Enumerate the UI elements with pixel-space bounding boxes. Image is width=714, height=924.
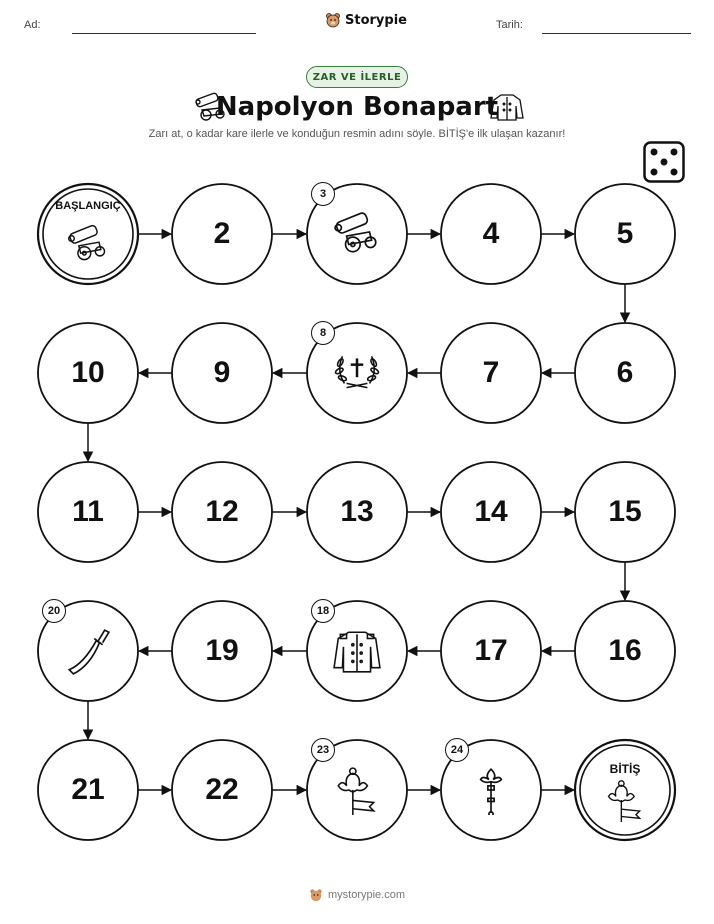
board-cell-9[interactable] bbox=[172, 323, 272, 423]
board-cell-4[interactable] bbox=[441, 184, 541, 284]
square-number-badge: 18 bbox=[311, 599, 335, 623]
finish-label: BİTİŞ bbox=[609, 762, 641, 776]
cell-number: 15 bbox=[608, 495, 642, 528]
cell-number: 5 bbox=[616, 217, 634, 250]
bear-icon bbox=[309, 888, 323, 902]
start-label: BAŞLANGIÇ bbox=[55, 200, 121, 212]
cell-number: 4 bbox=[482, 217, 500, 250]
footer bbox=[0, 888, 714, 902]
military-jacket-icon bbox=[332, 626, 382, 676]
board-cell-7[interactable] bbox=[441, 323, 541, 423]
board-cell-8[interactable] bbox=[307, 323, 407, 423]
cannon-icon bbox=[66, 222, 110, 266]
cell-number: 11 bbox=[72, 495, 104, 528]
game-type-badge: ZAR VE İLERLE bbox=[306, 66, 408, 88]
eagle-standard-icon bbox=[332, 765, 382, 815]
cell-number: 13 bbox=[340, 495, 374, 528]
cannon-icon bbox=[332, 209, 382, 259]
laurel-wreath-cross-icon bbox=[332, 348, 382, 398]
board-cell-24[interactable] bbox=[441, 740, 541, 840]
cell-number: 9 bbox=[213, 356, 231, 389]
cell-number: 16 bbox=[608, 634, 642, 667]
cell-number: 12 bbox=[205, 495, 239, 528]
board-cell-15[interactable] bbox=[575, 462, 675, 562]
square-number-badge: 20 bbox=[42, 599, 66, 623]
sabre-icon bbox=[63, 626, 113, 676]
board-cell-6[interactable] bbox=[575, 323, 675, 423]
cell-number: 6 bbox=[616, 356, 634, 389]
board-cell-22[interactable] bbox=[172, 740, 272, 840]
instructions-text: Zarı at, o kadar kare ilerle ve konduğun resmin adını söyle. BİTİŞ'e ilk ulaşan kazanır! bbox=[148, 128, 566, 140]
board-cell-23[interactable] bbox=[307, 740, 407, 840]
cell-number: 22 bbox=[205, 773, 239, 806]
square-number-badge: 8 bbox=[311, 321, 335, 345]
board-cell-10[interactable] bbox=[38, 323, 138, 423]
board-cell-3[interactable] bbox=[307, 184, 407, 284]
scepter-icon bbox=[466, 765, 516, 815]
board-cell-20[interactable] bbox=[38, 601, 138, 701]
square-number-badge: 24 bbox=[445, 738, 469, 762]
cell-number: 2 bbox=[213, 217, 231, 250]
board-cell-13[interactable] bbox=[307, 462, 407, 562]
cell-number: 7 bbox=[482, 356, 500, 389]
cell-number: 21 bbox=[71, 773, 105, 806]
board-cell-18[interactable] bbox=[307, 601, 407, 701]
date-label: Tarih: bbox=[496, 19, 523, 31]
cell-number: 19 bbox=[205, 634, 239, 667]
board-cell-25[interactable] bbox=[575, 740, 675, 840]
cell-number: 17 bbox=[474, 634, 508, 667]
cell-number: 14 bbox=[474, 495, 508, 528]
board-cell-1[interactable] bbox=[38, 184, 138, 284]
board-cell-5[interactable] bbox=[575, 184, 675, 284]
brand-name: Storypie bbox=[345, 12, 407, 28]
board-cell-21[interactable] bbox=[38, 740, 138, 840]
footer-url: mystorypie.com bbox=[327, 889, 406, 901]
board-cell-16[interactable] bbox=[575, 601, 675, 701]
board-cell-2[interactable] bbox=[172, 184, 272, 284]
page-title: Napolyon Bonapart bbox=[215, 92, 499, 122]
board-cell-19[interactable] bbox=[172, 601, 272, 701]
board-cell-11[interactable] bbox=[38, 462, 138, 562]
square-number-badge: 23 bbox=[311, 738, 335, 762]
board-cell-14[interactable] bbox=[441, 462, 541, 562]
square-number-badge: 3 bbox=[311, 182, 335, 206]
board-cell-17[interactable] bbox=[441, 601, 541, 701]
cell-number: 10 bbox=[71, 356, 105, 389]
eagle-standard-icon bbox=[603, 778, 647, 822]
name-label: Ad: bbox=[24, 19, 41, 31]
board-cell-12[interactable] bbox=[172, 462, 272, 562]
